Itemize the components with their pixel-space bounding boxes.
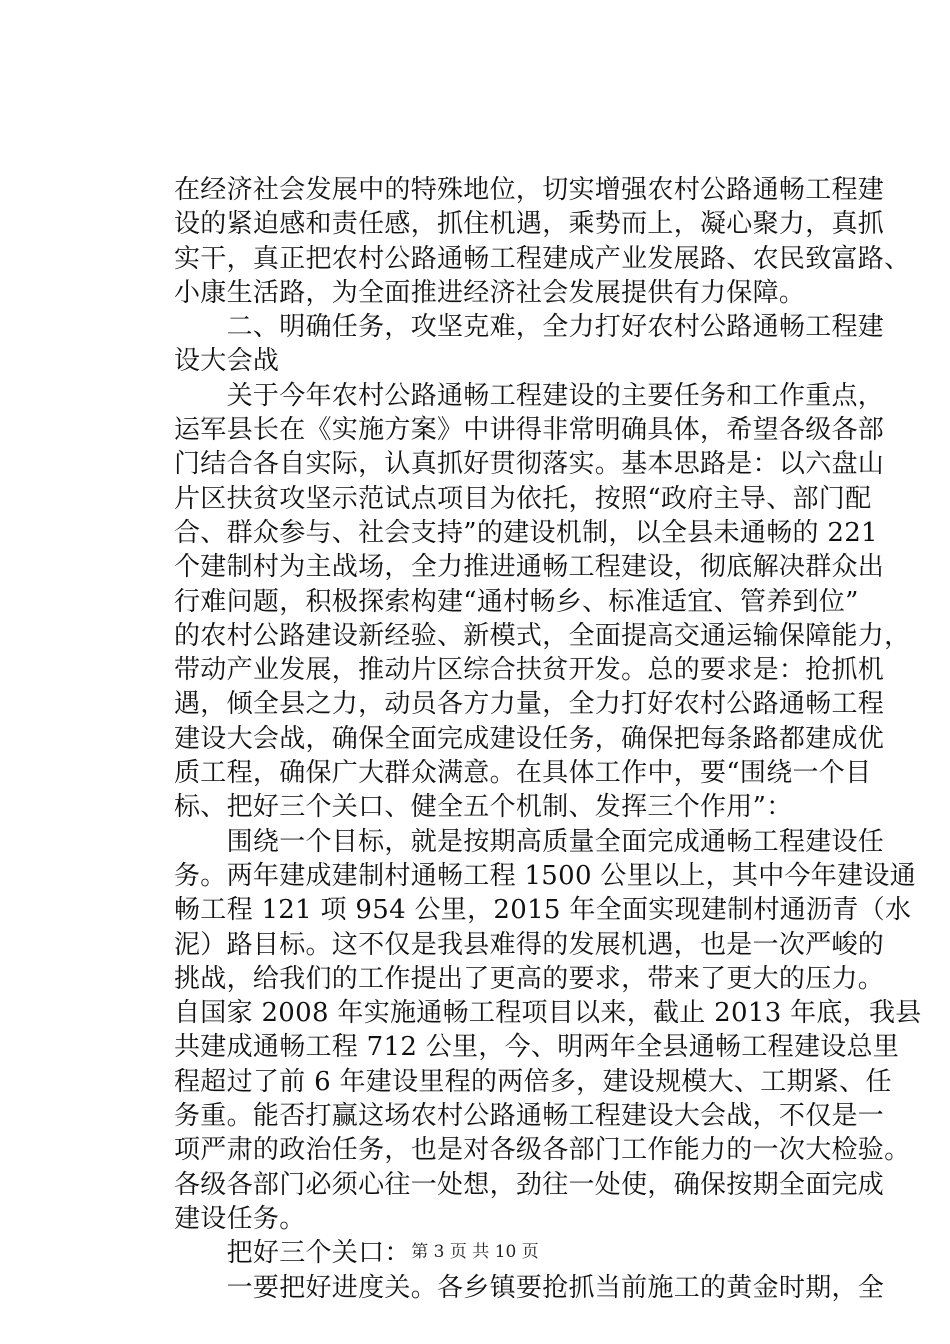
text-line: 建设大会战，确保全面完成建设任务，确保把每条路都建成优 bbox=[174, 723, 885, 754]
text-line: 挑战，给我们的工作提出了更高的要求，带来了更大的压力。 bbox=[174, 963, 885, 994]
text-line: 质工程，确保广大群众满意。在具体工作中，要“围绕一个目 bbox=[174, 758, 872, 789]
text-line: 合、群众参与、社会支持”的建设机制，以全县未通畅的 221 bbox=[174, 517, 878, 548]
text-line: 程超过了前 6 年建设里程的两倍多，建设规模大、工期紧、任 bbox=[174, 1066, 892, 1097]
text-line: 围绕一个目标，就是按期高质量全面完成通畅工程建设任 bbox=[174, 826, 885, 857]
text-line: 项严肃的政治任务，也是对各级各部门工作能力的一次大检验。 bbox=[174, 1135, 911, 1166]
text-line: 建设任务。 bbox=[174, 1203, 306, 1234]
text-line: 畅工程 121 项 954 公里，2015 年全面实现建制村通沥青（水 bbox=[174, 895, 912, 926]
text-line: 行难问题，积极探索构建“通村畅乡、标准适宜、管养到位” bbox=[174, 586, 859, 617]
text-line: 实干，真正把农村公路通畅工程建成产业发展路、农民致富路、 bbox=[174, 243, 911, 274]
text-line: 自国家 2008 年实施通畅工程项目以来，截止 2013 年底，我县 bbox=[174, 998, 922, 1029]
text-line: 带动产业发展，推动片区综合扶贫开发。总的要求是：抢抓机 bbox=[174, 655, 885, 686]
text-line: 运军县长在《实施方案》中讲得非常明确具体，希望各级各部 bbox=[174, 415, 885, 446]
page-footer: 第 3 页 共 10 页 bbox=[411, 1242, 539, 1262]
text-line: 的农村公路建设新经验、新模式，全面提高交通运输保障能力， bbox=[174, 620, 911, 651]
text-line: 泥）路目标。这不仅是我县难得的发展机遇，也是一次严峻的 bbox=[174, 929, 885, 960]
section-heading-line: 二、明确任务，攻坚克难，全力打好农村公路通畅工程建 bbox=[174, 312, 885, 343]
subheading-line: 把好三个关口： bbox=[174, 1238, 411, 1269]
text-line: 小康生活路，为全面推进经济社会发展提供有力保障。 bbox=[174, 277, 806, 308]
text-line: 在经济社会发展中的特殊地位，切实增强农村公路通畅工程建 bbox=[174, 175, 885, 205]
document-body bbox=[174, 173, 922, 1305]
text-line: 标、把好三个关口、健全五个机制、发挥三个作用”： bbox=[174, 792, 793, 823]
text-line: 关于今年农村公路通畅工程建设的主要任务和工作重点， bbox=[174, 380, 885, 411]
text-line: 遇，倾全县之力，动员各方力量，全力打好农村公路通畅工程 bbox=[174, 689, 885, 720]
text-line: 门结合各自实际，认真抓好贯彻落实。基本思路是：以六盘山 bbox=[174, 449, 885, 480]
text-line: 务。两年建成建制村通畅工程 1500 公里以上，其中今年建设通 bbox=[174, 860, 916, 891]
text-line: 各级各部门必须心往一处想，劲往一处使，确保按期全面完成 bbox=[174, 1169, 885, 1200]
section-heading-line: 设大会战 bbox=[174, 346, 280, 377]
text-line: 片区扶贫攻坚示范试点项目为依托，按照“政府主导、部门配 bbox=[174, 483, 872, 514]
text-line: 共建成通畅工程 712 公里，今、明两年全县通畅工程建设总里 bbox=[174, 1032, 900, 1063]
text-line: 设的紧迫感和责任感，抓住机遇，乘势而上，凝心聚力，真抓 bbox=[174, 209, 885, 240]
text-line: 务重。能否打赢这场农村公路通畅工程建设大会战，不仅是一 bbox=[174, 1101, 885, 1132]
text-line: 个建制村为主战场，全力推进通畅工程建设，彻底解决群众出 bbox=[174, 552, 885, 583]
text-line: 一要把好进度关。各乡镇要抢抓当前施工的黄金时期，全 bbox=[174, 1272, 885, 1303]
